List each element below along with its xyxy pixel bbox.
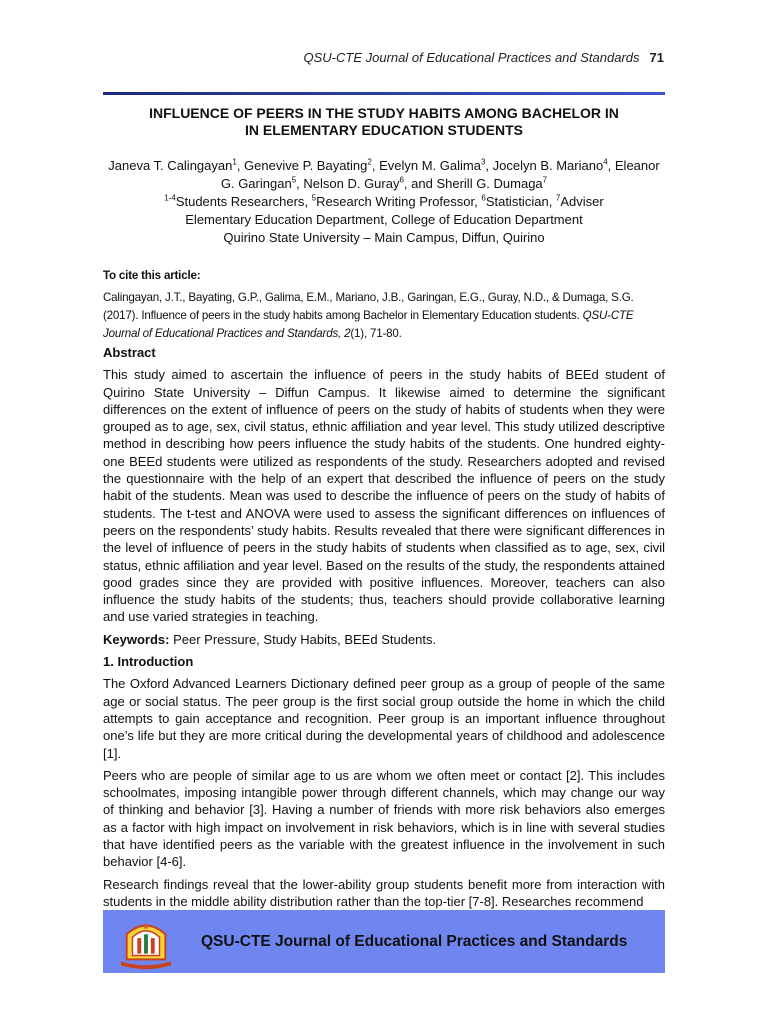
role-sup: 1-4: [164, 193, 176, 203]
author-sup: 4: [603, 157, 608, 167]
journal-name: QSU-CTE Journal of Educational Practices and Standards: [303, 50, 640, 65]
role-sup: 5: [311, 193, 317, 203]
role-label: Research Writing Professor: [316, 194, 475, 209]
intro-heading: 1. Introduction: [103, 654, 194, 670]
author-name: Nelson D. Guray: [303, 176, 400, 191]
author-sup: 5: [291, 175, 297, 185]
footer-band: [103, 910, 665, 973]
role-label: Statistician: [485, 194, 549, 209]
citation-text: [103, 289, 665, 343]
author-sup: 1: [232, 157, 237, 167]
citation-issue: (1), 71-80.: [350, 327, 402, 340]
role-label: Adviser: [560, 194, 604, 209]
role-sup: 7: [555, 193, 561, 203]
author-name: Sherill G. Dumaga: [436, 176, 543, 191]
keywords: [103, 631, 665, 648]
role-sup: 6: [481, 193, 486, 203]
author-list: Janeva T. Calingayan$^1$, Genevive P. Bayating$^2$, Evelyn M. Galima$^3$, Jocelyn B. Mariano$^4$, Eleanor G. Garingan$^5$, Nelson D. Guray$^6$, and Sherill G. Dumaga$^7$: [108, 157, 660, 191]
page-number: 71: [649, 50, 664, 65]
article-title: [103, 105, 665, 139]
article-body: [103, 344, 665, 915]
author-sup: 3: [480, 157, 486, 167]
citation-block: [103, 267, 665, 343]
author-name: Janeva T. Calingayan: [108, 158, 233, 173]
citation-label: To cite this article:: [103, 269, 201, 282]
footer-journal-name: QSU-CTE Journal of Educational Practices and Standards: [201, 932, 628, 950]
abstract-heading: Abstract: [103, 345, 156, 360]
university-seal-logo: [117, 913, 175, 971]
abstract-text: This study aimed to ascertain the influence of peers in the study habits of BEEd student of Quirino State University – Diffun Campus. It likewise aimed to determine the significant differences on the extent of influence of peers on the study of habits of students when they were grouped as to age, sex, civil status, ethnic affiliation and year level. This study utilized descriptive method in describing how peers influence the study habits of the students. One hundred eighty-one BEEd students were utilized as respondents of the study. Researchers adopted and revised the questionnaire with the help of an expert that described the influence of peers on the study habit of the students. Mean was used to describe the influence of peers on the study of habits of students. The t-test and ANOVA were used to assess the significant differences on influences of peers on the respondents’ study habits. Results revealed that there were significant differences in the level of influence of peers in the study habits of students when classified as to age, sex, civil status, ethnic affiliation and year level. Based on the results of the study, the respondents attained good grades since they are provided with positive influences. Moreover, teachers can also influence the study habits of the students; thus, teachers should provide collaborative learning and use varied strategies in teaching.: [103, 367, 665, 625]
author-sup: 2: [367, 157, 372, 167]
author-sup: 7: [542, 175, 548, 185]
title-line-2: IN ELEMENTARY EDUCATION STUDENTS: [245, 122, 523, 138]
citation-body: Calingayan, J.T., Bayating, G.P., Galima, E.M., Mariano, J.B., Garingan, E.G., Guray, N.D., & Dumaga, S.G. (2017). Influence of peers in the study habits among Bachelor in Elementary Education students.: [103, 291, 634, 322]
author-name: Jocelyn B. Mariano: [492, 158, 604, 173]
author-block: [103, 157, 665, 247]
citation-journal: QSU-CTE Journal of Educational Practices and Standards,: [103, 309, 634, 340]
running-header: [304, 50, 664, 65]
author-name: Evelyn M. Galima: [379, 158, 481, 173]
header-rule: [103, 92, 665, 95]
author-name: Genevive P. Bayating: [244, 158, 368, 173]
citation-volume: 2: [344, 327, 351, 340]
role-label: Students Researchers: [175, 194, 305, 209]
title-line-1: INFLUENCE OF PEERS IN THE STUDY HABITS AMONG BACHELOR IN: [149, 105, 619, 121]
intro-paragraph-3: Research findings reveal that the lower-ability group students benefit more from interaction with students in the middle ability distribution rather than the top-tier [7-8]. Researches recommend: [103, 876, 665, 909]
university: Quirino State University – Main Campus, Diffun, Quirino: [223, 230, 545, 245]
author-name: Eleanor G. Garingan: [220, 158, 660, 191]
keywords-text: Peer Pressure, Study Habits, BEEd Students.: [173, 631, 437, 647]
department: Elementary Education Department, College of Education Department: [185, 212, 583, 227]
intro-paragraph-1: The Oxford Advanced Learners Dictionary defined peer group as a group of people of the same age or social status. The peer group is the first social group outside the home in which the child attempts to gain acceptance and recognition. Peer group is an important influence throughout one’s life but they are more critical during the developmental years of childhood and adolescence [1].: [103, 676, 665, 761]
author-roles: $^{1-4}$Students Researchers, $^5$Research Writing Professor, $^6$Statistician, $^7$Adviser: [164, 193, 604, 209]
intro-paragraph-2: Peers who are people of similar age to us are whom we often meet or contact [2]. This includes schoolmates, imposing intangible power through different channels, which may change our way of thinking and behavior [3]. Having a number of friends with more risk behaviors also emerges as a factor with high impact on involvement in risk behaviors, which is in line with several studies that have identified peers as the variable with the greatest influence in the involvement in such behavior [4-6].: [103, 767, 665, 870]
author-sup: 6: [399, 175, 404, 185]
keywords-label: Keywords:: [103, 631, 170, 647]
